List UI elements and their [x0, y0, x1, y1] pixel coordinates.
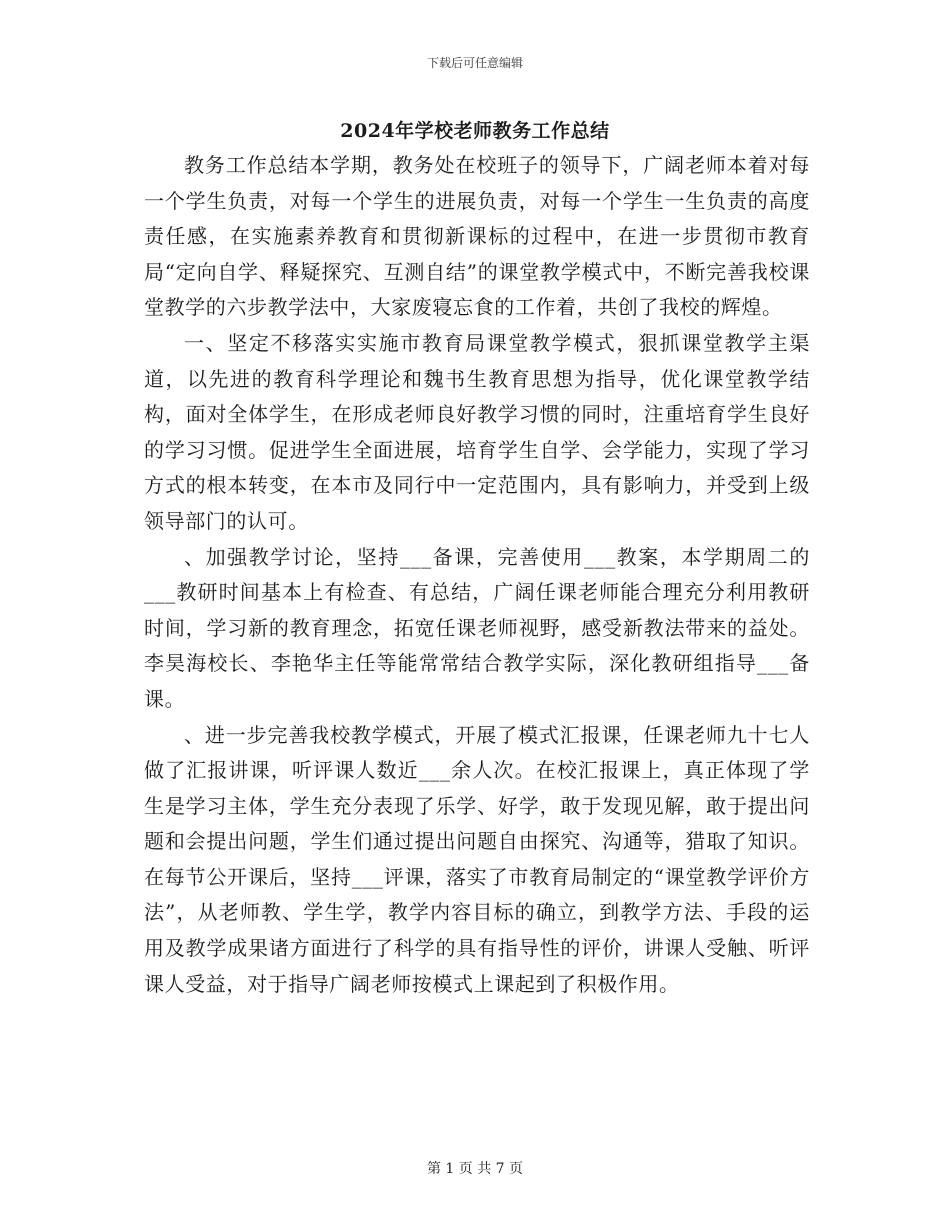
paragraph-section-1: 一、坚定不移落实实施市教育局课堂教学模式，狠抓课堂教学主渠道，以先进的教育科学理论和魏书生教育思想为指导，优化课堂教学结构，面对全体学生，在形成老师良好教学习惯的同时，注重培育学生良好的学习习惯。促进学生全面进展，培育学生自学、会学能力，实现了学习方式的根本转变，在本市及同行中一定范围内，具有影响力，并受到上级领导部门的认可。 [144, 330, 810, 533]
paragraph-section-3: 、进一步完善我校教学模式，开展了模式汇报课，任课老师九十七人做了汇报讲课，听评课人数近___余人次。在校汇报课上，真正体现了学生是学习主体，学生充分表现了乐学、好学，敢于发现见解，敢于提出问题和会提出问题，学生们通过提出问题自由探究、沟通等，猎取了知识。在每节公开课后，坚持___评课，落实了市教育局制定的“课堂教学评价方法”，从老师教、学生学，教学内容目标的确立，到教学方法、手段的运用及教学成果诸方面进行了科学的具有指导性的评价，讲课人受触、听评课人受益，对于指导广阔老师按模式上课起到了积极作用。 [144, 722, 810, 996]
page-header-note: 下载后可任意编辑 [426, 56, 523, 70]
page-footer-number: 第 1 页 共 7 页 [426, 1161, 524, 1177]
document-title: 2024年学校老师教务工作总结 [340, 120, 610, 142]
paragraph-section-2: 、加强教学讨论，坚持___备课，完善使用___教案，本学期周二的___教研时间基本上有检查、有总结，广阔任课老师能合理充分利用教研时间，学习新的教育理念，拓宽任课老师视野，感受新教法带来的益处。李昊海校长、李艳华主任等能常常结合教学实际，深化教研组指导___备课。 [144, 544, 810, 711]
paragraph-intro: 教务工作总结本学期，教务处在校班子的领导下，广阔老师本着对每一个学生负责，对每一个学生的进展负责，对每一个学生一生负责的高度责任感，在实施素养教育和贯彻新课标的过程中，在进一步贯彻市教育局“定向自学、释疑探究、互测自结”的课堂教学模式中，不断完善我校课堂教学的六步教学法中，大家废寝忘食的工作着，共创了我校的辉煌。 [144, 153, 810, 320]
document-body [144, 148, 810, 1002]
